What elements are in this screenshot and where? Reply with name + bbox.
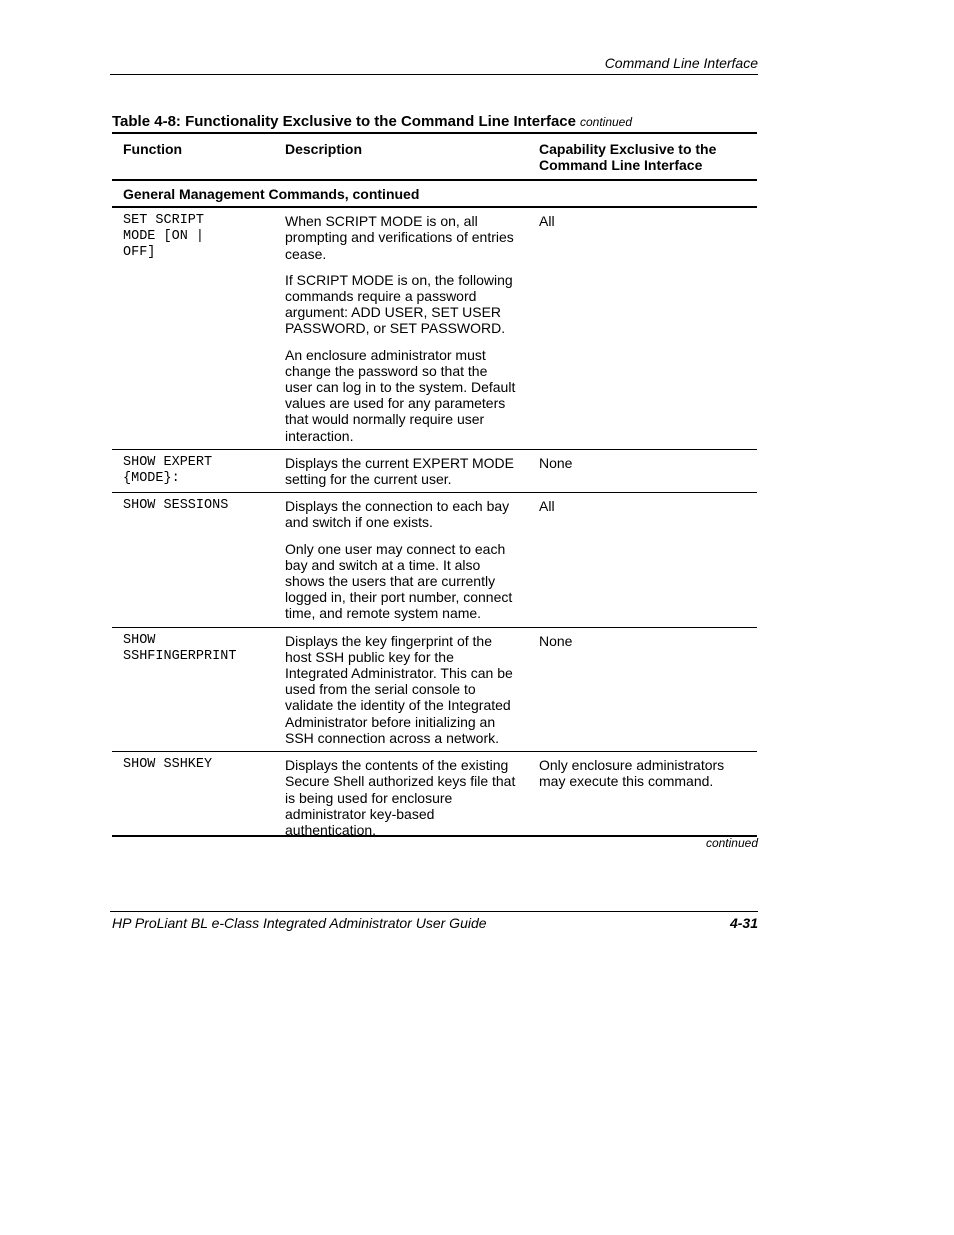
table-row [112,449,757,492]
cell-capability: All [539,213,555,230]
column-header-capability: Capability Exclusive to the Command Line Interface [539,141,717,173]
cell-description [273,627,525,751]
table-row [112,627,757,751]
cell-capability: All [525,493,757,627]
running-header: Command Line Interface [604,55,758,71]
column-header-description: Description [285,141,363,157]
header-rule [110,74,758,75]
table-caption-continued: continued [579,115,633,129]
table-header-row [112,133,757,180]
table-row [112,752,757,843]
cell-capability: None [525,449,757,492]
cell-capability: Only enclosure administrators may execute this command. [525,752,757,843]
cell-description [273,449,525,492]
table-caption [112,113,632,130]
footer-page-number: 4-31 [729,915,758,931]
cell-capability: None [525,627,757,751]
functionality-table [112,132,757,842]
section-row [112,180,757,207]
description-paragraph: Displays the connection to each bay and switch if one exists. [285,498,510,531]
description-paragraph: Displays the contents of the existing Secure Shell authorized keys file that is being used for enclosure administrator key-based authentication. [285,757,516,838]
cell-description [273,493,525,627]
description-paragraph: Only one user may connect to each bay and switch at a time. It also shows the users that are currently logged in, their port number, connect time, and remote system name. [285,540,513,622]
description-paragraph: When SCRIPT MODE is on, all prompting and verifications of entries cease. [285,213,514,262]
cell-function: SHOW SESSIONS [112,493,273,627]
cell-description [273,207,525,449]
description-paragraph: Displays the key fingerprint of the host SSH public key for the Integrated Administrator. This can be used from the serial console to validate the identity of the Integrated Administrator before initializing an SSH connection across a network. [285,632,513,746]
cell-function: SET SCRIPT MODE [ON | OFF] [123,213,205,261]
table-body [112,207,757,842]
cell-function: SHOW SSHKEY [112,752,273,843]
description-paragraph: An enclosure administrator must change the password so that the user can log in to the system. Default values are used for any parameters that would normally require user interaction. [285,346,516,444]
description-paragraph: Displays the current EXPERT MODE setting for the current user. [285,454,515,488]
cell-description [273,752,525,843]
table-caption-title: Table 4-8: Functionality Exclusive to the Command Line Interface [112,113,576,130]
cell-function: SHOW SSHFINGERPRINT [112,627,273,751]
description-paragraph: If SCRIPT MODE is on, the following commands require a password argument: ADD USER, SET USER PASSWORD, or SET PASSWORD. [285,271,513,337]
footer-rule [110,911,758,912]
table-row [112,207,757,449]
section-heading: General Management Commands, continued [112,180,757,207]
cell-function: SHOW EXPERT {MODE}: [112,449,273,492]
table-bottom-rule [112,835,757,837]
continued-note: continued [705,836,758,850]
footer-guide-title: HP ProLiant BL e-Class Integrated Administrator User Guide [112,915,487,931]
table-row [112,493,757,627]
column-header-function: Function [123,141,183,157]
